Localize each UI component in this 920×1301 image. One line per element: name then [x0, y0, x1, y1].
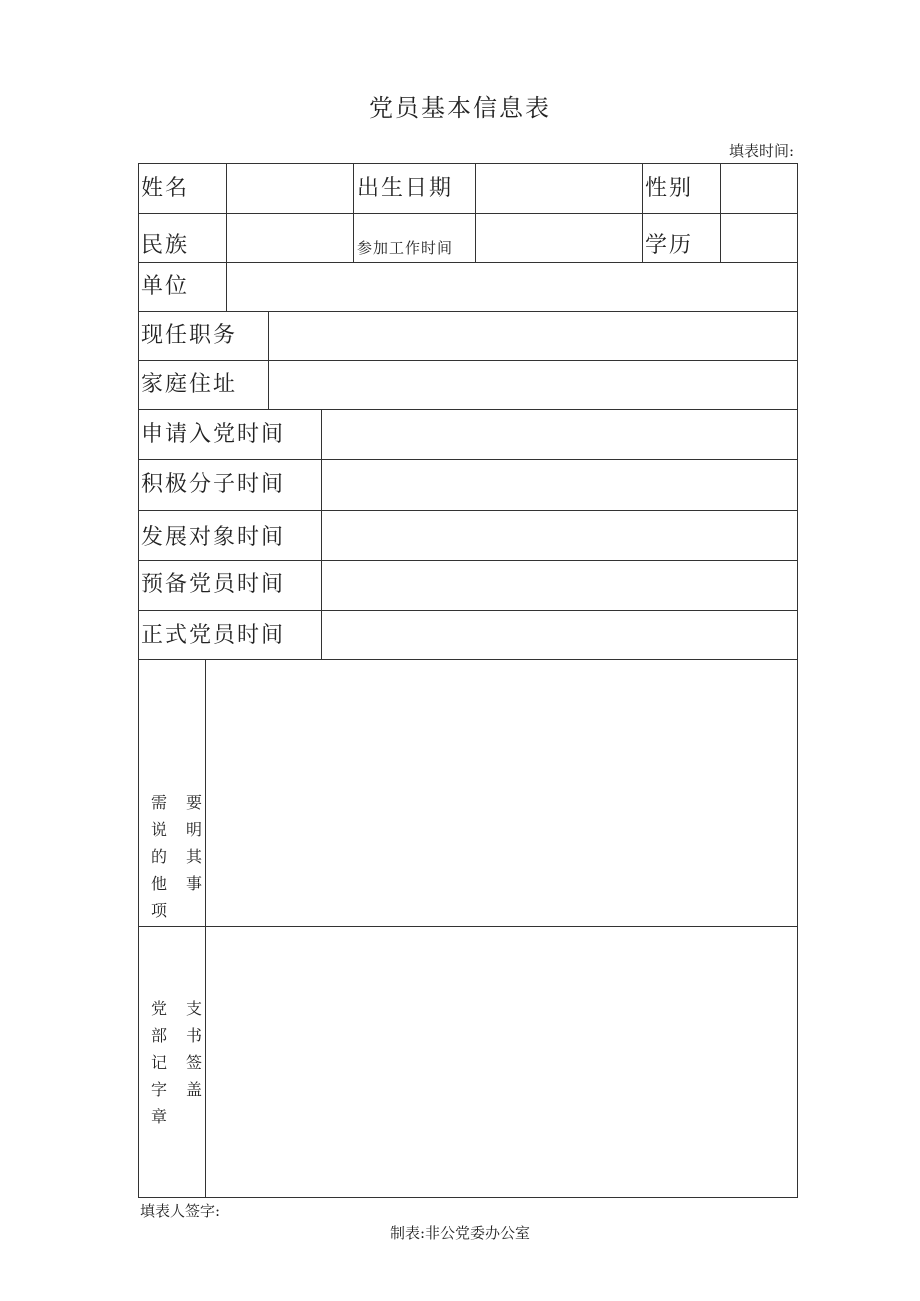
table-line [353, 163, 354, 262]
table-line [138, 560, 798, 561]
table-line [138, 459, 798, 460]
table-line [226, 163, 227, 262]
table-line [138, 311, 798, 312]
position-field[interactable] [270, 313, 795, 358]
signer-label: 填表人签字: [140, 1202, 221, 1220]
position-label: 现任职务 [141, 323, 238, 348]
notes-label-right: 要明其事 [185, 793, 202, 893]
maker-label: 制表:非公党委办公室 [389, 1224, 531, 1242]
activist-time-field[interactable] [323, 461, 795, 508]
table-line [226, 262, 227, 311]
fill-time-label: 填表时间: [728, 142, 794, 160]
unit-label: 单位 [141, 274, 190, 299]
secretary-signature-field[interactable] [207, 928, 795, 1195]
ethnicity-field[interactable] [228, 215, 351, 260]
apply-time-field[interactable] [323, 411, 795, 457]
name-field[interactable] [228, 166, 351, 211]
ethnicity-label: 民族 [141, 233, 190, 258]
table-line [138, 610, 798, 611]
address-field[interactable] [270, 362, 795, 407]
name-label: 姓名 [141, 176, 190, 201]
gender-field[interactable] [722, 166, 795, 211]
apply-time-label: 申请入党时间 [141, 422, 286, 447]
table-line [138, 163, 139, 1198]
table-line [138, 262, 798, 263]
birth-date-field[interactable] [477, 166, 640, 211]
table-line [138, 409, 798, 410]
notes-label-left: 需说的他项 [150, 793, 167, 920]
table-line [138, 213, 798, 214]
notes-field[interactable] [207, 661, 795, 924]
table-line [138, 1197, 798, 1198]
development-time-label: 发展对象时间 [141, 525, 286, 550]
table-line [138, 360, 798, 361]
education-field[interactable] [722, 215, 795, 260]
table-line [642, 163, 643, 262]
table-line [205, 659, 206, 1197]
table-line [138, 510, 798, 511]
work-start-label: 参加工作时间 [357, 239, 454, 257]
development-time-field[interactable] [323, 512, 795, 558]
activist-time-label: 积极分子时间 [141, 472, 286, 497]
table-line [138, 659, 798, 660]
table-line [321, 409, 322, 659]
gender-label: 性别 [645, 176, 694, 201]
probationary-time-field[interactable] [323, 562, 795, 608]
secretary-label-left: 党部记字章 [150, 999, 167, 1126]
formal-time-field[interactable] [323, 612, 795, 657]
table-line [268, 311, 269, 409]
secretary-label-right: 支书签盖 [185, 999, 202, 1099]
birth-date-label: 出生日期 [357, 176, 454, 201]
table-line [138, 163, 798, 164]
address-label: 家庭住址 [141, 372, 238, 397]
unit-field[interactable] [228, 264, 795, 309]
table-line [138, 926, 798, 927]
formal-time-label: 正式党员时间 [141, 623, 286, 648]
table-line [797, 163, 798, 1198]
table-line [720, 163, 721, 262]
table-line [475, 163, 476, 262]
page-title: 党员基本信息表 [369, 94, 551, 122]
probationary-time-label: 预备党员时间 [141, 572, 286, 597]
education-label: 学历 [645, 233, 694, 258]
work-start-field[interactable] [477, 215, 640, 260]
